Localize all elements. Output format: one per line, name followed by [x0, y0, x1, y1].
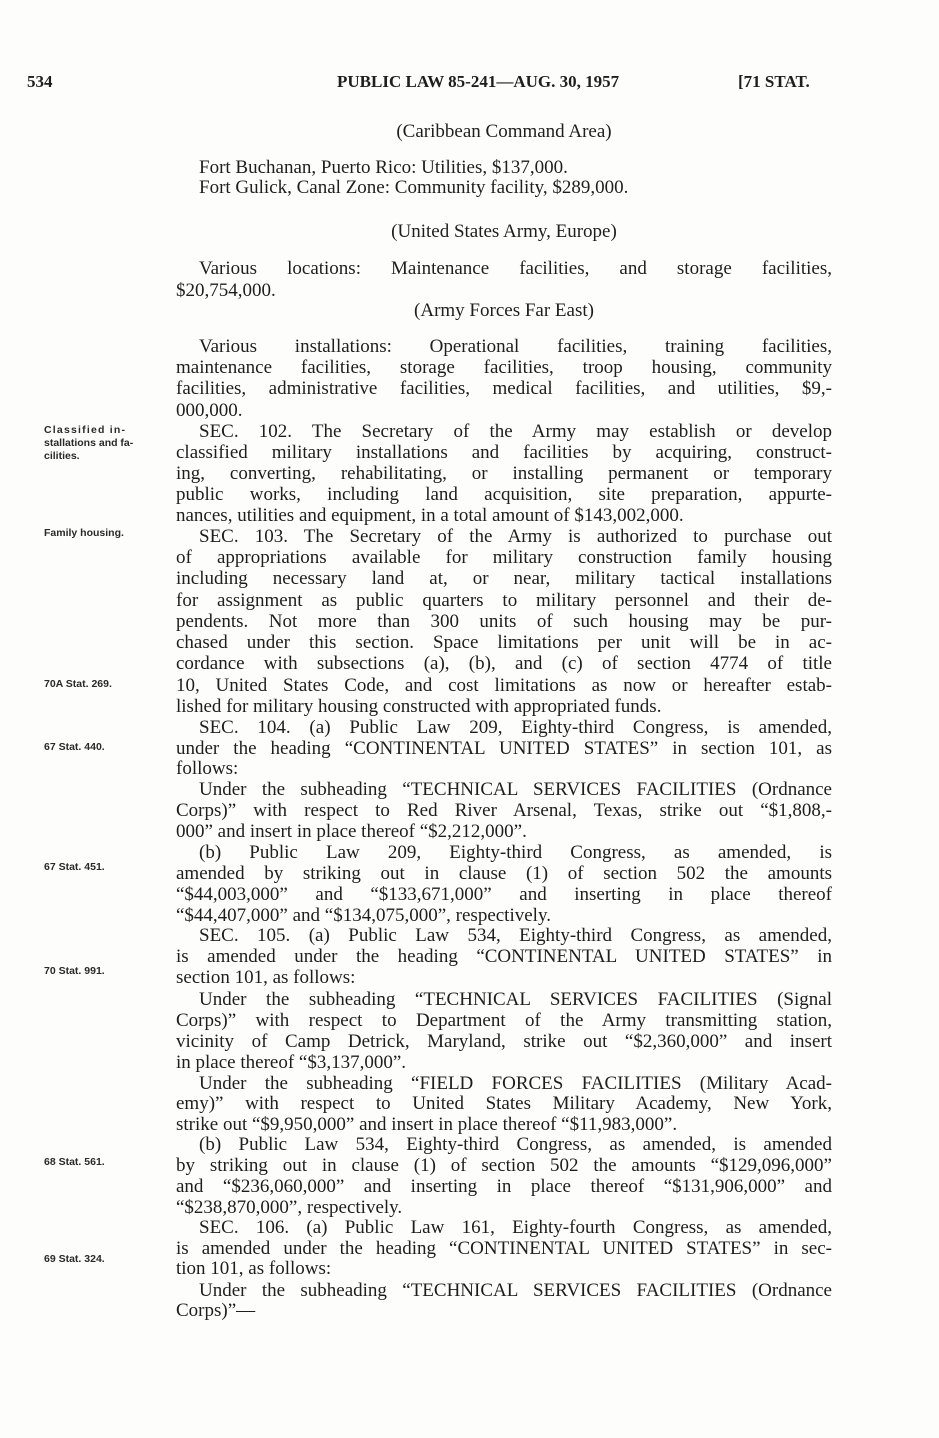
text-line: Corps)”—	[176, 1300, 256, 1321]
text-line: Various locations: Maintenance facilities, and storage facilities,	[199, 258, 832, 279]
text-line: Under the subheading “TECHNICAL SERVICES FACILITIES (Ordnance	[199, 779, 832, 800]
text-line: classified military installations and facilities by acquiring, construct-	[176, 442, 832, 463]
section-heading: (United States Army, Europe)	[391, 221, 617, 242]
text-line: 000,000.	[176, 400, 243, 421]
text-line: (b) Public Law 534, Eighty-third Congress, as amended, is amended	[199, 1134, 832, 1155]
text-line: including necessary land at, or near, military tactical installations	[176, 568, 832, 589]
text-line: facilities, administrative facilities, medical facilities, and utilities, $9,-	[176, 378, 832, 399]
text-line: for assignment as public quarters to military personnel and their de-	[176, 590, 832, 611]
text-line: “$44,407,000” and “$134,075,000”, respectively.	[176, 905, 551, 926]
text-line: maintenance facilities, storage facilities, troop housing, community	[176, 357, 832, 378]
margin-note: 67 Stat. 451.	[44, 861, 105, 873]
section-heading: (Army Forces Far East)	[414, 300, 594, 321]
text-line: public works, including land acquisition, site preparation, appurte-	[176, 484, 832, 505]
margin-note: Family housing.	[44, 527, 124, 539]
text-line: (b) Public Law 209, Eighty-third Congress, as amended, is	[199, 842, 832, 863]
text-line: Corps)” with respect to Red River Arsenal, Texas, strike out “$1,808,-	[176, 800, 832, 821]
text-line: and “$236,060,000” and inserting in place thereof “$131,906,000” and	[176, 1176, 832, 1197]
text-line: chased under this section. Space limitations per unit will be in ac-	[176, 632, 832, 653]
text-line: 10, United States Code, and cost limitations as now or hereafter estab-	[176, 675, 832, 696]
margin-note: 67 Stat. 440.	[44, 741, 105, 753]
text-line: Corps)” with respect to Department of the Army transmitting station,	[176, 1010, 832, 1031]
text-line: SEC. 105. (a) Public Law 534, Eighty-third Congress, as amended,	[199, 925, 832, 946]
margin-note: Classified in-	[44, 424, 127, 436]
text-line: by striking out in clause (1) of section 502 the amounts “$129,096,000”	[176, 1155, 832, 1176]
margin-note: 69 Stat. 324.	[44, 1253, 105, 1265]
volume-citation: [71 STAT.	[738, 72, 810, 91]
page-number: 534	[27, 72, 53, 91]
text-line: 000” and insert in place thereof “$2,212,000”.	[176, 821, 527, 842]
text-line: pendents. Not more than 300 units of such housing may be pur-	[176, 611, 832, 632]
running-title: PUBLIC LAW 85-241—AUG. 30, 1957	[337, 72, 620, 91]
text-line: section 101, as follows:	[176, 967, 356, 988]
margin-note: cilities.	[44, 450, 80, 462]
text-line: SEC. 102. The Secretary of the Army may establish or develop	[199, 421, 832, 442]
text-line: in place thereof “$3,137,000”.	[176, 1052, 407, 1073]
text-line: ing, converting, rehabilitating, or installing permanent or temporary	[176, 463, 832, 484]
margin-note: 70A Stat. 269.	[44, 678, 112, 690]
margin-note: 68 Stat. 561.	[44, 1156, 105, 1168]
text-line: Fort Gulick, Canal Zone: Community facility, $289,000.	[199, 177, 629, 198]
text-line: Fort Buchanan, Puerto Rico: Utilities, $137,000.	[199, 157, 568, 178]
text-line: follows:	[176, 758, 239, 779]
text-line: $20,754,000.	[176, 280, 276, 301]
text-line: strike out “$9,950,000” and insert in place thereof “$11,983,000”.	[176, 1114, 678, 1135]
text-line: Under the subheading “TECHNICAL SERVICES FACILITIES (Ordnance	[199, 1280, 832, 1301]
text-line: under the heading “CONTINENTAL UNITED STATES” in section 101, as	[176, 738, 832, 759]
text-line: Various installations: Operational facilities, training facilities,	[199, 336, 832, 357]
text-line: “$44,003,000” and “$133,671,000” and inserting in place thereof	[176, 884, 832, 905]
text-line: is amended under the heading “CONTINENTAL UNITED STATES” in	[176, 946, 832, 967]
text-line: cordance with subsections (a), (b), and (c) of section 4774 of title	[176, 653, 832, 674]
text-line: is amended under the heading “CONTINENTAL UNITED STATES” in sec-	[176, 1238, 832, 1259]
text-line: SEC. 106. (a) Public Law 161, Eighty-fourth Congress, as amended,	[199, 1217, 832, 1238]
section-heading: (Caribbean Command Area)	[396, 121, 612, 142]
text-line: SEC. 103. The Secretary of the Army is authorized to purchase out	[199, 526, 832, 547]
text-line: tion 101, as follows:	[176, 1258, 332, 1279]
text-line: Under the subheading “TECHNICAL SERVICES FACILITIES (Signal	[199, 989, 832, 1010]
text-line: SEC. 104. (a) Public Law 209, Eighty-third Congress, is amended,	[199, 717, 832, 738]
text-line: “$238,870,000”, respectively.	[176, 1197, 403, 1218]
text-line: emy)” with respect to United States Military Academy, New York,	[176, 1093, 832, 1114]
text-line: of appropriations available for military construction family housing	[176, 547, 832, 568]
text-line: lished for military housing constructed with appropriated funds.	[176, 696, 662, 717]
margin-note: stallations and fa-	[44, 437, 134, 449]
margin-note: 70 Stat. 991.	[44, 965, 105, 977]
text-line: Under the subheading “FIELD FORCES FACILITIES (Military Acad-	[199, 1073, 832, 1094]
text-line: nances, utilities and equipment, in a total amount of $143,002,000.	[176, 505, 684, 526]
text-line: vicinity of Camp Detrick, Maryland, strike out “$2,360,000” and insert	[176, 1031, 832, 1052]
text-line: amended by striking out in clause (1) of section 502 the amounts	[176, 863, 832, 884]
